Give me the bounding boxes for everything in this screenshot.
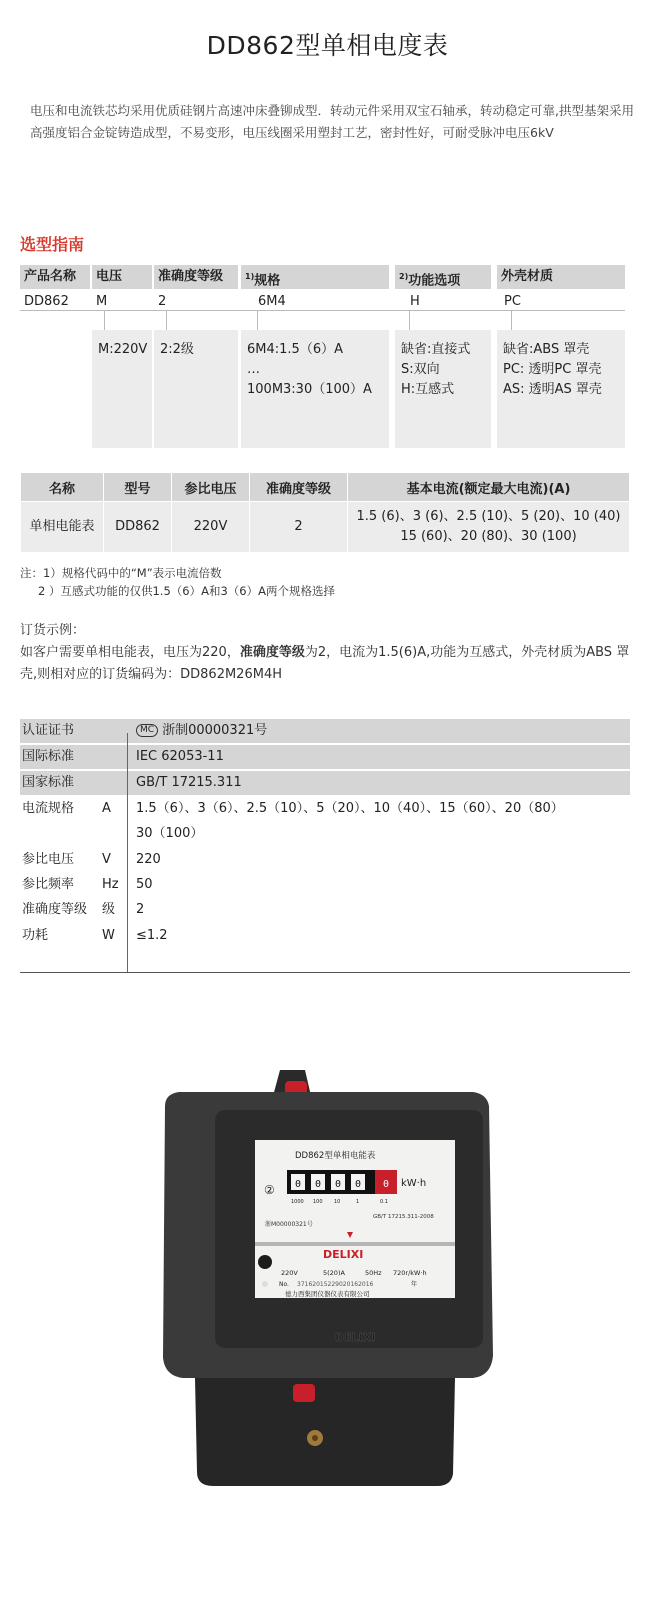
table-cell: DD862 <box>104 502 172 553</box>
function-option: 缺省:直接式 <box>401 342 471 357</box>
order-label: 订货示例： <box>20 623 86 638</box>
header-spec-label: 规格 <box>254 273 281 289</box>
param-row <box>20 873 630 897</box>
header-shell: 外壳材质 <box>497 265 625 289</box>
row-key: 认证证书 <box>22 723 75 738</box>
rating: 220V <box>281 1269 298 1277</box>
row-key: 功耗 <box>22 928 49 943</box>
note-line: 2 ）互感式功能的仅供1.5（6）A和3（6）A两个规格选择 <box>38 584 335 598</box>
table-cell-currents <box>348 502 630 553</box>
header-function-label: 功能选项 <box>408 273 461 289</box>
base-brand: DELIXI <box>335 1331 376 1344</box>
function-options <box>395 330 491 448</box>
header-spec <box>241 265 389 289</box>
row-value: 1.5（6）、3（6）、2.5（10）、5（20）、10（40）、15（60）、20（80） <box>136 801 564 816</box>
header-function <box>395 265 491 289</box>
meter-class-mark: ② <box>264 1183 275 1197</box>
value-voltage: M <box>96 294 108 309</box>
row-unit: V <box>102 852 111 867</box>
param-row <box>20 797 630 821</box>
row-value: GB/T 17215.311 <box>136 775 242 790</box>
serial-label: No. <box>279 1281 289 1288</box>
value-function: H <box>410 294 420 309</box>
column-header: 名称 <box>21 473 104 502</box>
row-key: 参比电压 <box>22 852 75 867</box>
spec-options <box>241 330 389 448</box>
voltage-option: M:220V <box>98 342 148 357</box>
digit-label: 1 <box>356 1199 360 1205</box>
manufacturer: 德力西集团仪器仪表有限公司 <box>285 1290 370 1298</box>
row-value: 2 <box>136 902 145 917</box>
rating: 720r/kW·h <box>393 1269 427 1277</box>
order-text-bold: 准确度等级 <box>239 645 305 660</box>
row-value: 220 <box>136 852 161 867</box>
selection-guide-title: 选型指南 <box>20 235 85 254</box>
serial-year-unit: 年 <box>411 1281 418 1288</box>
table-cell: 单相电能表 <box>21 502 104 553</box>
page-title: DD862型单相电度表 <box>206 31 449 60</box>
header-voltage: 电压 <box>92 265 152 289</box>
header-accuracy: 准确度等级 <box>154 265 238 289</box>
value-spec: 6M4 <box>258 294 286 309</box>
header-spec-note: 1) <box>245 272 255 281</box>
row-unit: A <box>102 801 111 816</box>
counter-digit-text: 0 <box>335 1179 342 1190</box>
row-key: 国际标准 <box>22 749 75 764</box>
order-text-part: 如客户需要单相电能表，电压为220， <box>20 645 240 660</box>
spec-option: … <box>247 362 260 377</box>
standard-row <box>20 745 630 769</box>
intro-text: 电压和电流铁芯均采用优质硅钢片高速冲床叠铆成型．转动元件采用双宝石轴承，转动稳定可靠,拱型基架采用高强度铝合金锭铸造成型，不易变形，电压线圈采用塑封工艺，密封性好，可耐受脉冲电压6kV <box>30 103 634 140</box>
row-value <box>136 719 267 743</box>
digit-label: 1000 <box>291 1199 304 1205</box>
row-value: 50 <box>136 877 153 892</box>
row-key: 电流规格 <box>22 801 75 816</box>
row-unit: Hz <box>102 877 119 892</box>
counter-digit-text: 0 <box>383 1179 390 1190</box>
spec-table <box>20 472 630 553</box>
shell-option: AS: 透明AS 罩壳 <box>503 382 602 397</box>
table-cell: 2 <box>250 502 348 553</box>
face-standard: GB/T 17215.311-2008 <box>373 1214 434 1220</box>
note-line: 注：1）规格代码中的“M”表示电流倍数 <box>20 566 222 580</box>
column-header: 准确度等级 <box>250 473 348 502</box>
knob-icon <box>258 1255 272 1269</box>
column-header: 参比电压 <box>172 473 250 502</box>
counter-digit-text: 0 <box>295 1179 302 1190</box>
brand-logo: DELIXI <box>323 1248 364 1261</box>
row-unit: W <box>102 928 115 943</box>
meter-face-title: DD862型单相电能表 <box>295 1151 376 1161</box>
serial-number: 37162015229020162016 <box>297 1281 374 1288</box>
connector <box>409 310 410 330</box>
column-header: 型号 <box>104 473 172 502</box>
row-key: 国家标准 <box>22 775 75 790</box>
value-accuracy: 2 <box>158 294 167 309</box>
spec-option: 100M3:30（100）A <box>247 382 372 397</box>
connector <box>257 310 258 330</box>
table-divider <box>127 733 128 973</box>
function-option: S:双向 <box>401 362 440 377</box>
shell-option: PC: 透明PC 罩壳 <box>503 362 602 377</box>
spec-option: 6M4:1.5（6）A <box>247 342 343 357</box>
table-header-row <box>21 473 630 502</box>
param-row-continued <box>20 822 630 846</box>
connector <box>511 310 512 330</box>
accuracy-option: 2:2级 <box>160 342 194 357</box>
cert-row <box>20 719 630 743</box>
row-value: ≤1.2 <box>136 928 168 943</box>
face-cert: 浙M00000321号 <box>265 1221 313 1228</box>
digit-label: 10 <box>334 1199 341 1205</box>
counter-digit-text: 0 <box>315 1179 322 1190</box>
value-shell: PC <box>504 294 521 309</box>
connector <box>104 310 105 330</box>
unit-label: kW·h <box>401 1178 427 1189</box>
digit-label: 0.1 <box>380 1199 388 1205</box>
table-bottom-rule <box>20 972 630 973</box>
currents-line: 15 (60)、20 (80)、30 (100) <box>400 529 577 544</box>
divider <box>20 310 625 311</box>
rating: 5(20)A <box>323 1269 345 1277</box>
cert-number: 浙制00000321号 <box>162 723 268 738</box>
table-row <box>21 502 630 553</box>
row-value: IEC 62053-11 <box>136 749 224 764</box>
header-product-name: 产品名称 <box>20 265 90 289</box>
order-example <box>20 620 635 686</box>
connector <box>166 310 167 330</box>
column-header: 基本电流(额定最大电流)(A) <box>348 473 630 502</box>
param-row <box>20 924 630 948</box>
rating: 50Hz <box>365 1269 382 1277</box>
function-option: H:互感式 <box>401 382 455 397</box>
order-text <box>20 642 635 686</box>
digit-label: 100 <box>313 1199 323 1205</box>
shell-option: 缺省:ABS 罩壳 <box>503 342 590 357</box>
terminal-cover <box>195 1378 455 1486</box>
param-row <box>20 898 630 922</box>
counter-digit-text: 0 <box>355 1179 362 1190</box>
row-key: 参比频率 <box>22 877 75 892</box>
rotor-disc <box>255 1242 455 1246</box>
row-value: 30（100） <box>136 826 204 841</box>
notes <box>20 564 335 600</box>
accuracy-options <box>154 330 238 448</box>
currents-line: 1.5 (6)、3 (6)、2.5 (10)、5 (20)、10 (40) <box>356 509 621 524</box>
standard-row <box>20 771 630 795</box>
screw-icon <box>262 1281 268 1287</box>
table-cell: 220V <box>172 502 250 553</box>
mc-logo-icon: MC <box>136 724 158 737</box>
header-function-note: 2) <box>399 272 409 281</box>
row-key: 准确度等级 <box>22 902 88 917</box>
voltage-options <box>92 330 152 448</box>
value-product: DD862 <box>24 294 69 309</box>
meter-photo <box>155 1066 505 1531</box>
param-row <box>20 848 630 872</box>
row-unit: 级 <box>102 902 116 917</box>
terminal-screw-center-icon <box>312 1435 318 1441</box>
shell-options <box>497 330 625 448</box>
seal-bottom-icon <box>293 1384 315 1402</box>
order-text-part: 为2，电流为1.5(6)A,功能为互感式，外壳材质为ABS 罩壳,则相对应的订货编码为：DD862M26M4H <box>20 645 630 682</box>
